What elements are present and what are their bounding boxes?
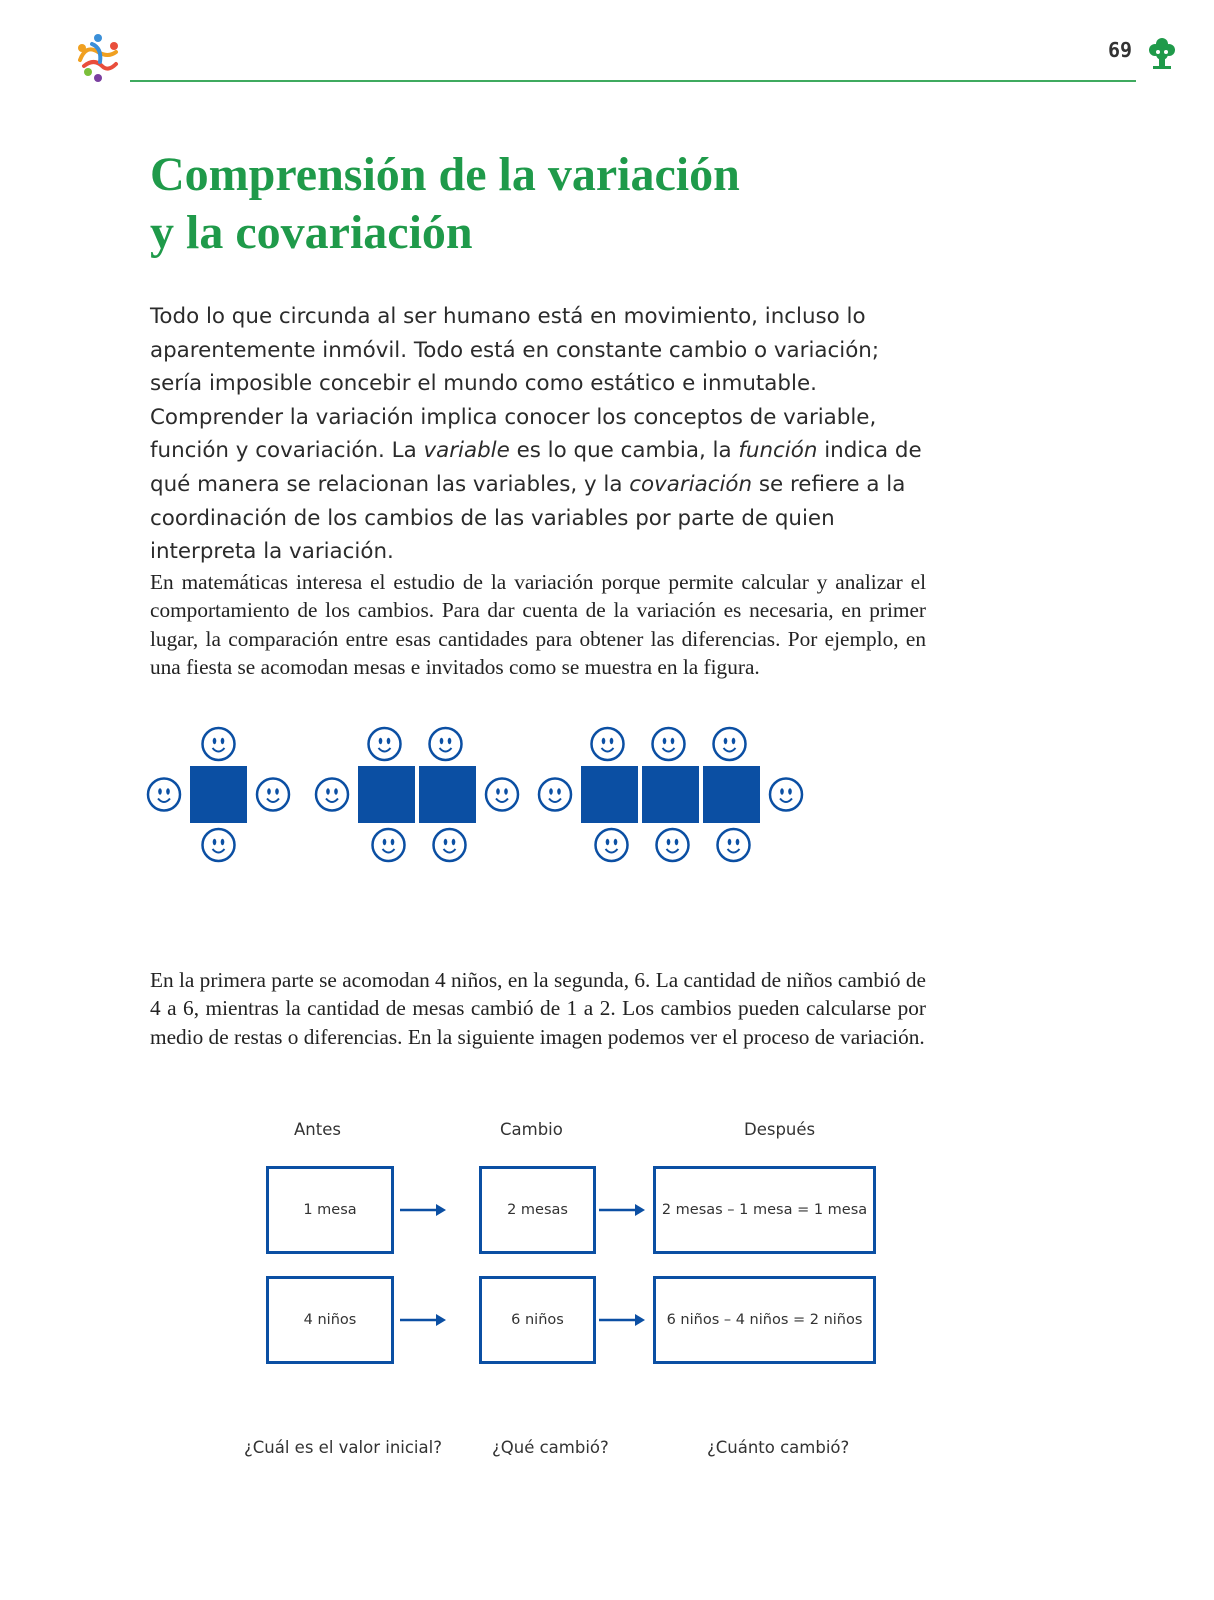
question-cuanto-cambio: ¿Cuánto cambió? bbox=[707, 1438, 850, 1457]
tree-icon bbox=[1148, 36, 1176, 70]
term-funcion: función bbox=[738, 438, 818, 464]
table-square bbox=[419, 766, 476, 823]
smiley-guest-icon bbox=[714, 728, 746, 760]
box-cambio-mesas: 2 mesas bbox=[479, 1166, 596, 1254]
box-despues-ninos: 6 niños – 4 niños = 2 niños bbox=[653, 1276, 876, 1364]
smiley-guest-icon bbox=[434, 829, 466, 861]
box-antes-mesas: 1 mesa bbox=[266, 1166, 394, 1254]
box-cambio-ninos: 6 niños bbox=[479, 1276, 596, 1364]
smiley-guest-icon bbox=[373, 829, 405, 861]
table-square bbox=[581, 766, 638, 823]
smiley-guest-icon bbox=[486, 779, 518, 811]
intro-paragraph bbox=[150, 300, 926, 569]
intro-text-1: Todo lo que circunda al ser humano está en movimiento, incluso lo aparentemente inmóvil. Todo está en constante cambio o variación; sería imposible concebir el mundo como estático e inmutable. Comprender la variación implica conocer los conceptos de variable, función y covariación. La bbox=[150, 304, 880, 464]
header-rule bbox=[130, 80, 1136, 82]
box-despues-mesas: 2 mesas – 1 mesa = 1 mesa bbox=[653, 1166, 876, 1254]
smiley-guest-icon bbox=[592, 728, 624, 760]
smiley-guest-icon bbox=[257, 779, 289, 811]
tables-guests-figure bbox=[140, 720, 840, 890]
table-square bbox=[190, 766, 247, 823]
intro-text-4: se refiere a la coordinación de los cambios de las variables por parte de quien interpreta la variación. bbox=[150, 471, 906, 565]
header-cambio: Cambio bbox=[500, 1120, 563, 1139]
header-despues: Después bbox=[744, 1120, 816, 1139]
right-arrow-icon bbox=[400, 1312, 448, 1328]
smiley-guest-icon bbox=[718, 829, 750, 861]
right-arrow-icon bbox=[599, 1312, 647, 1328]
term-variable: variable bbox=[423, 438, 510, 464]
question-que-cambio: ¿Qué cambió? bbox=[492, 1438, 609, 1457]
variation-diagram bbox=[240, 1120, 940, 1470]
page-title bbox=[150, 146, 970, 262]
smiley-guest-icon bbox=[148, 779, 180, 811]
term-covariacion: covariación bbox=[629, 471, 753, 497]
intro-text-3: indica de qué manera se relacionan las variables, y la bbox=[150, 438, 922, 497]
smiley-guest-icon bbox=[369, 728, 401, 760]
table-square bbox=[703, 766, 760, 823]
body-paragraph-2: En matemáticas interesa el estudio de la variación porque permite calcular y analizar el comportamiento de los cambios. Para dar cuenta de la variación es necesaria, en primer lugar, la comparación entre esas cantidades para obtener las diferencias. Por ejemplo, en una fiesta se acomodan mesas e invitados como se muestra en la figura. bbox=[150, 570, 926, 679]
smiley-guest-icon bbox=[653, 728, 685, 760]
smiley-guest-icon bbox=[596, 829, 628, 861]
smiley-guest-icon bbox=[539, 779, 571, 811]
right-arrow-icon bbox=[400, 1202, 448, 1218]
page-number: 69 bbox=[1108, 38, 1133, 62]
table-square bbox=[358, 766, 415, 823]
program-logo-icon bbox=[72, 32, 124, 84]
smiley-guest-icon bbox=[203, 728, 235, 760]
body-paragraph-3: En la primera parte se acomodan 4 niños, en la segunda, 6. La cantidad de niños cambió de 4 a 6, mientras la cantidad de mesas cambió de 1 a 2. Los cambios pueden calcularse por medio de restas o diferencias. En la siguiente imagen podemos ver el proceso de variación. bbox=[150, 968, 926, 1049]
question-valor-inicial: ¿Cuál es el valor inicial? bbox=[244, 1438, 442, 1457]
title-line-1: Comprensión de la variación bbox=[150, 148, 740, 201]
intro-text-2: es lo que cambia, la bbox=[509, 438, 739, 464]
box-antes-ninos: 4 niños bbox=[266, 1276, 394, 1364]
smiley-guest-icon bbox=[316, 779, 348, 811]
smiley-guest-icon bbox=[430, 728, 462, 760]
smiley-guest-icon bbox=[657, 829, 689, 861]
header-antes: Antes bbox=[294, 1120, 341, 1139]
smiley-guest-icon bbox=[203, 829, 235, 861]
smiley-guest-icon bbox=[770, 779, 802, 811]
right-arrow-icon bbox=[599, 1202, 647, 1218]
title-line-2: y la covariación bbox=[150, 206, 473, 259]
table-square bbox=[642, 766, 699, 823]
